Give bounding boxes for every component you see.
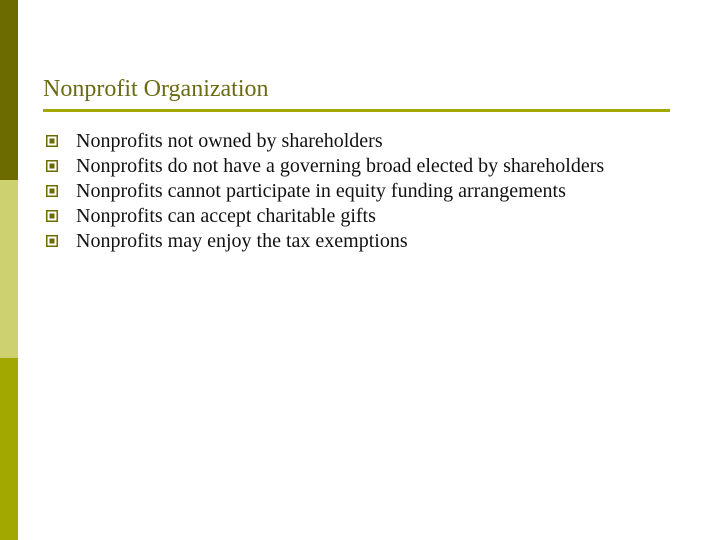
bullet-item <box>43 154 683 179</box>
bullet-item <box>43 129 683 154</box>
bullet-text: Nonprofits may enjoy the tax exemptions <box>76 230 408 252</box>
side-accent-bar-bottom <box>0 358 18 540</box>
bullet-text: Nonprofits do not have a governing broad elected by shareholders <box>76 155 605 177</box>
square-bullet-icon <box>46 185 58 197</box>
bullet-text: Nonprofits cannot participate in equity funding arrangements <box>76 180 566 202</box>
square-bullet-icon <box>46 210 58 222</box>
slide-title: Nonprofit Organization <box>43 76 269 102</box>
bullet-list <box>43 129 683 254</box>
square-bullet-icon <box>46 235 58 247</box>
bullet-item <box>43 179 683 204</box>
bullet-item <box>43 229 683 254</box>
bullet-text: Nonprofits not owned by shareholders <box>76 130 383 152</box>
side-accent-bar-top <box>0 0 18 180</box>
bullet-text: Nonprofits can accept charitable gifts <box>76 205 376 227</box>
square-bullet-icon <box>46 160 58 172</box>
square-bullet-icon <box>46 135 58 147</box>
bullet-item <box>43 204 683 229</box>
title-underline <box>43 109 670 112</box>
side-accent-bar-middle <box>0 180 18 358</box>
